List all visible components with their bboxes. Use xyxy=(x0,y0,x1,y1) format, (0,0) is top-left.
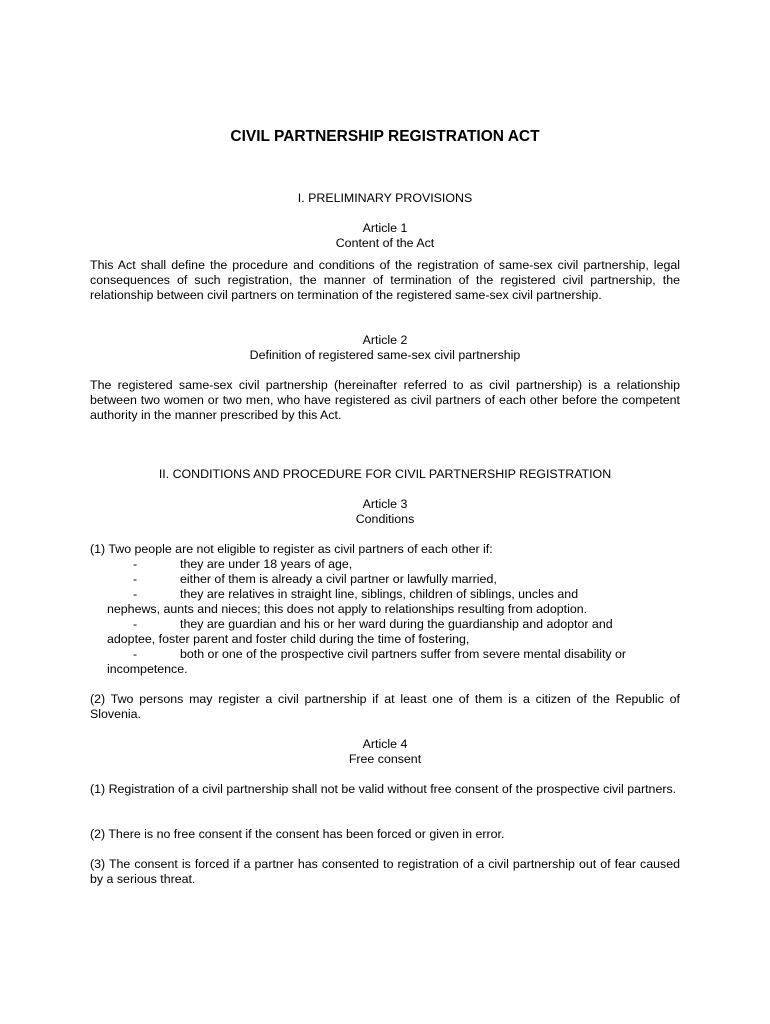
article-4-paragraph-2: (2) There is no free consent if the consent has been forced or given in error. xyxy=(90,827,505,841)
article-3-intro: (1) Two people are not eligible to register as civil partners of each other if: xyxy=(90,542,493,556)
list-item: they are guardian and his or her ward during the guardianship and adoptor and xyxy=(180,617,613,631)
list-item-continuation: adoptee, foster parent and foster child during the time of fostering, xyxy=(107,632,470,646)
section-heading-conditions: II. CONDITIONS AND PROCEDURE FOR CIVIL PARTNERSHIP REGISTRATION xyxy=(158,467,612,481)
list-item-continuation: nephews, aunts and nieces; this does not apply to relationships resulting from adoption. xyxy=(107,602,588,616)
article-2-title: Definition of registered same-sex civil partnership xyxy=(249,348,521,362)
document-title: CIVIL PARTNERSHIP REGISTRATION ACT xyxy=(230,128,540,145)
article-3-paragraph-2: (2) Two persons may register a civil partnership if at least one of them is a citizen of the Republic of Slovenia. xyxy=(90,692,680,721)
bullet-dash: - xyxy=(133,617,138,631)
list-item-continuation: incompetence. xyxy=(107,662,188,676)
list-item: either of them is already a civil partner or lawfully married, xyxy=(180,572,497,586)
article-4-number: Article 4 xyxy=(362,737,408,751)
list-item: they are relatives in straight line, siblings, children of siblings, uncles and xyxy=(180,587,579,601)
list-item: both or one of the prospective civil partners suffer from severe mental disability or xyxy=(180,647,627,661)
article-4-title: Free consent xyxy=(348,752,422,766)
bullet-dash: - xyxy=(133,557,138,571)
bullet-dash: - xyxy=(133,572,138,586)
article-4-paragraph-3: (3) The consent is forced if a partner has consented to registration of a civil partnership out of fear caused by a serious threat. xyxy=(90,857,680,886)
list-item: they are under 18 years of age, xyxy=(180,557,353,571)
section-heading-preliminary: I. PRELIMINARY PROVISIONS xyxy=(297,191,473,205)
article-1-title: Content of the Act xyxy=(335,236,435,250)
article-1-number: Article 1 xyxy=(362,221,408,235)
bullet-dash: - xyxy=(133,647,138,661)
article-2-number: Article 2 xyxy=(362,333,408,347)
article-3-number: Article 3 xyxy=(362,497,408,511)
article-1-text: This Act shall define the procedure and conditions of the registration of same-sex civil partnership, legal consequences of such registration, the manner of termination of the registered civil partnership, the relationship between civil partners on termination of the registered same-sex civil partnership. xyxy=(90,258,680,302)
article-2-text: The registered same-sex civil partnership (hereinafter referred to as civil partnership) is a relationship between two women or two men, who have registered as civil partners of each other before the competent authority in the manner prescribed by this Act. xyxy=(90,378,680,422)
article-4-paragraph-1: (1) Registration of a civil partnership shall not be valid without free consent of the prospective civil partners. xyxy=(90,782,677,796)
article-3-title: Conditions xyxy=(355,512,415,526)
bullet-dash: - xyxy=(133,587,138,601)
